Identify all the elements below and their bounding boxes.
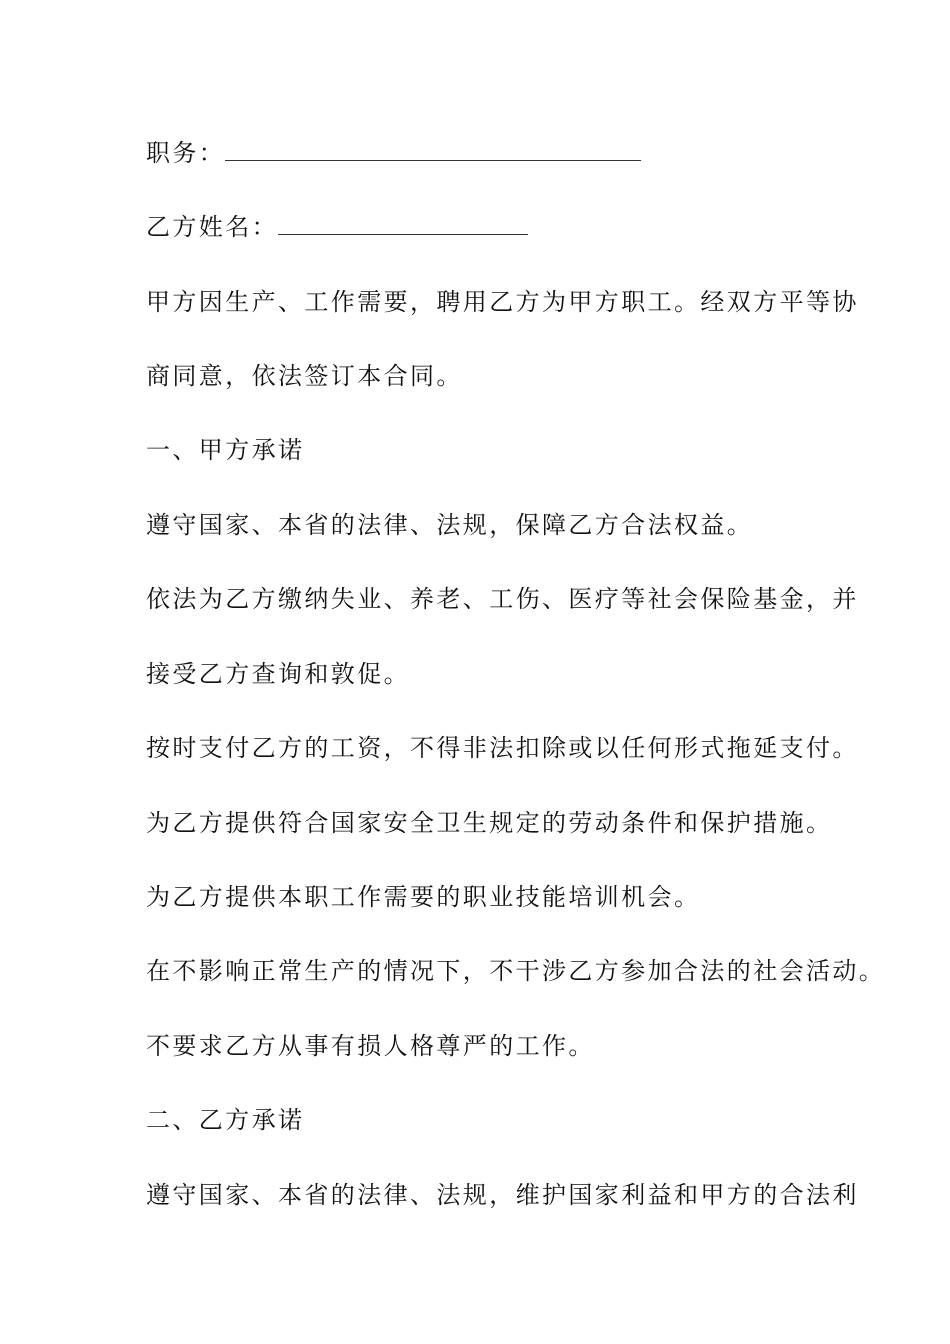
- section-heading-party-b: 二、乙方承诺: [146, 1106, 305, 1134]
- paragraph-line: 遵守国家、本省的法律、法规，维护国家利益和甲方的合法利: [146, 1181, 859, 1209]
- paragraph-line: 为乙方提供符合国家安全卫生规定的劳动条件和保护措施。: [146, 809, 833, 837]
- paragraph-line: 按时支付乙方的工资，不得非法扣除或以任何形式拖延支付。: [146, 734, 859, 762]
- paragraph-line: 在不影响正常生产的情况下，不干涉乙方参加合法的社会活动。: [146, 957, 886, 985]
- paragraph-line: 遵守国家、本省的法律、法规，保障乙方合法权益。: [146, 511, 754, 539]
- position-blank-line[interactable]: [225, 138, 641, 161]
- paragraph-line: 依法为乙方缴纳失业、养老、工伤、医疗等社会保险基金，并: [146, 585, 859, 613]
- paragraph-line: 为乙方提供本职工作需要的职业技能培训机会。: [146, 883, 701, 911]
- paragraph-line: 不要求乙方从事有损人格尊严的工作。: [146, 1032, 595, 1060]
- paragraph-line: 接受乙方查询和敦促。: [146, 660, 410, 688]
- party-b-name-label: 乙方姓名：: [146, 213, 278, 241]
- party-b-name-blank-line[interactable]: [278, 212, 528, 235]
- position-label: 职务：: [146, 139, 226, 167]
- position-field: [146, 138, 641, 168]
- section-heading-party-a: 一、甲方承诺: [146, 436, 305, 464]
- paragraph-line: 甲方因生产、工作需要，聘用乙方为甲方职工。经双方平等协: [146, 288, 859, 316]
- paragraph-line: 商同意，依法签订本合同。: [146, 362, 463, 390]
- party-b-name-field: [146, 212, 528, 242]
